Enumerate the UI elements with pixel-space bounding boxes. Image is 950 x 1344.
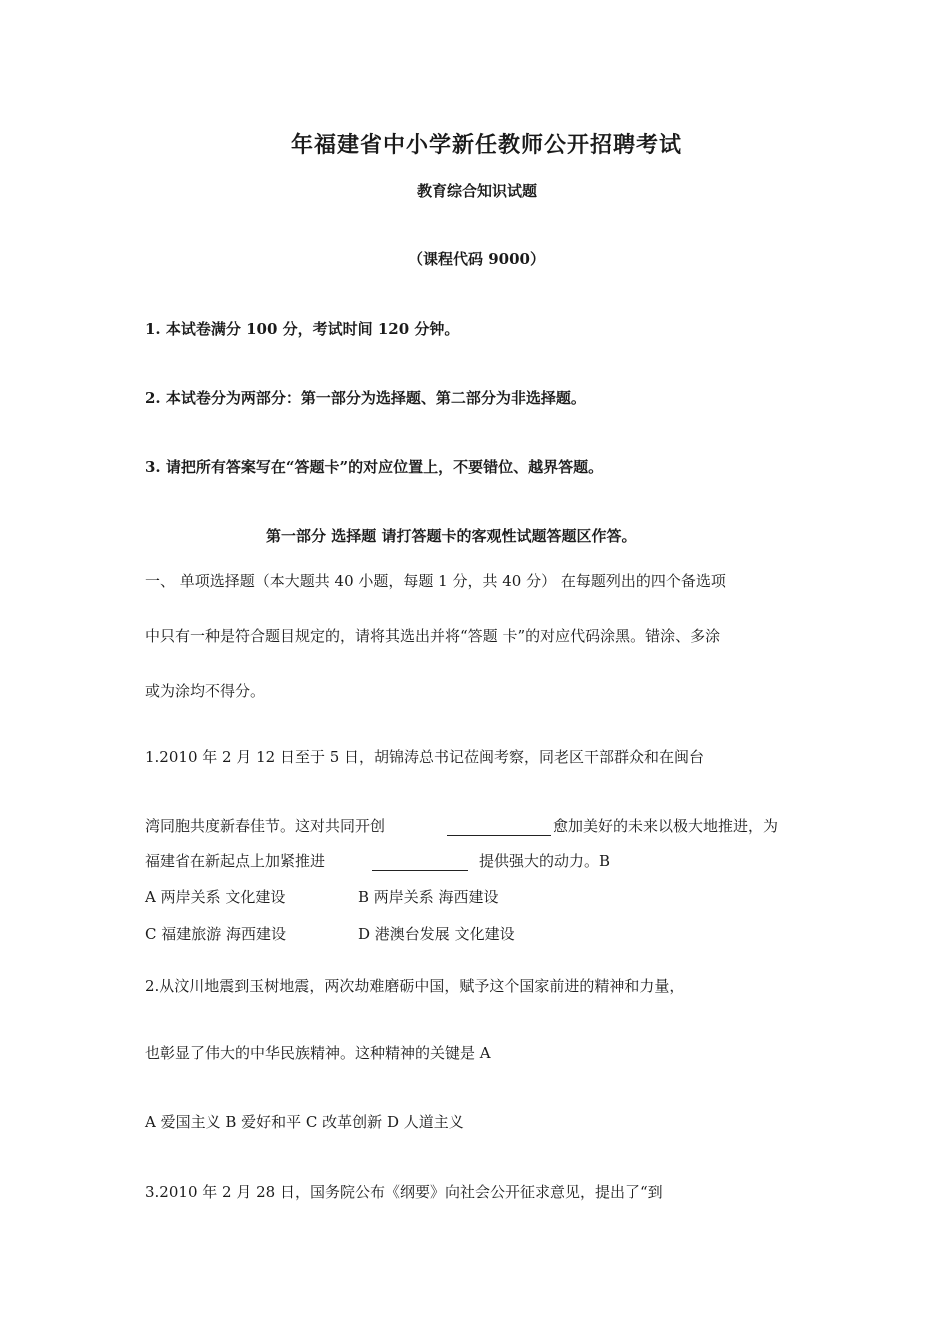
question-2-line1: 2.从汶川地震到玉树地震，两次劫难磨砺中国，赋予这个国家前进的精神和力量， — [145, 977, 685, 995]
question-1-line3a: 福建省在新起点上加紧推进 — [145, 852, 326, 870]
question-1-line3b: 提供强大的动力。B — [479, 852, 611, 870]
instruction-2: 2. 本试卷分为两部分：第一部分为选择题、第二部分为非选择题。 — [145, 389, 586, 407]
question-1-option-d: D 港澳台发展 文化建设 — [358, 925, 515, 943]
question-1-line2b: 愈加美好的未来以极大地推进，为 — [553, 817, 779, 835]
answer-blank-1 — [447, 815, 551, 836]
question-1-option-b: B 两岸关系 海西建设 — [358, 888, 499, 906]
question-1-option-c: C 福建旅游 海西建设 — [145, 925, 287, 943]
answer-blank-2 — [372, 850, 468, 871]
course-code: （课程代码 9000） — [408, 250, 545, 268]
instruction-3: 3. 请把所有答案写在“答题卡”的对应位置上，不要错位、越界答题。 — [145, 458, 604, 476]
section-intro-line1: 一、 单项选择题（本大题共 40 小题，每题 1 分，共 40 分） 在每题列出的四个备选项 — [145, 572, 726, 590]
question-2-options: A 爱国主义 B 爱好和平 C 改革创新 D 人道主义 — [145, 1113, 464, 1131]
question-3-line1: 3.2010 年 2 月 28 日，国务院公布《纲要》向社会公开征求意见，提出了“到 — [145, 1183, 663, 1201]
question-2-line2: 也彰显了伟大的中华民族精神。这种精神的关键是 A — [145, 1044, 491, 1062]
question-1-option-a: A 两岸关系 文化建设 — [145, 888, 286, 906]
question-1-line1: 1.2010 年 2 月 12 日至于 5 日，胡锦涛总书记莅闽考察，同老区干部群众和在闽台 — [145, 748, 705, 766]
section-intro-line3: 或为涂均不得分。 — [145, 682, 266, 700]
exam-subtitle: 教育综合知识试题 — [417, 182, 538, 200]
section-intro-line2: 中只有一种是符合题目规定的，请将其选出并将“答题 卡”的对应代码涂黑。错涂、多涂 — [145, 627, 721, 645]
question-1-line2a: 湾同胞共度新春佳节。这对共同开创 — [145, 817, 386, 835]
exam-title: 年福建省中小学新任教师公开招聘考试 — [291, 132, 683, 158]
part1-heading: 第一部分 选择题 请打答题卡的客观性试题答题区作答。 — [266, 527, 637, 545]
instruction-1: 1. 本试卷满分 100 分，考试时间 120 分钟。 — [145, 320, 460, 338]
